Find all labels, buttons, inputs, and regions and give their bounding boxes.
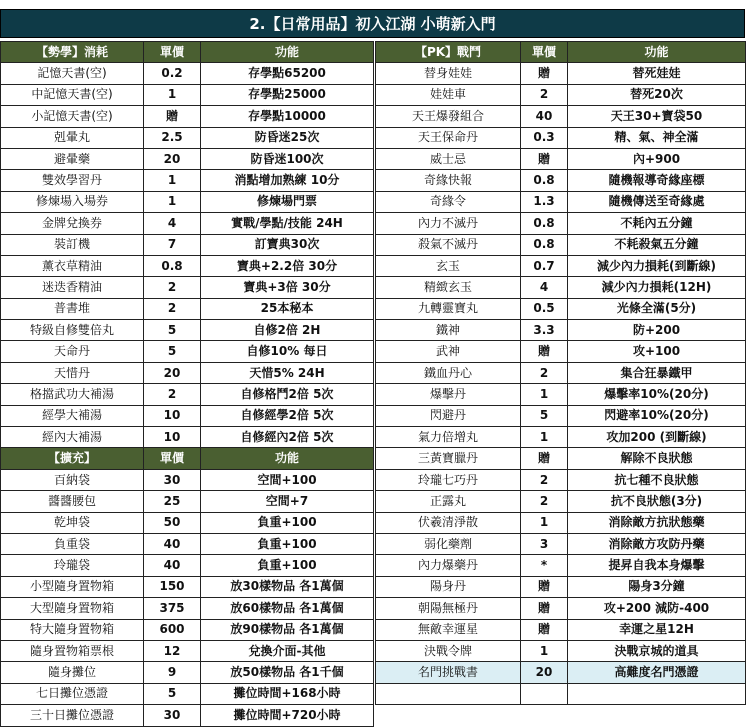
item-name-cell: 格擋武功大補湯 xyxy=(1,384,144,405)
function-cell: 訂寶典30次 xyxy=(201,234,374,255)
item-name-cell: 普書堆 xyxy=(1,298,144,319)
price-cell: 0.8 xyxy=(521,234,568,255)
right-header-row xyxy=(376,42,746,63)
price-cell: 25 xyxy=(144,491,201,512)
price-cell: 2 xyxy=(144,384,201,405)
item-name-cell: 裝訂機 xyxy=(1,234,144,255)
function-cell: 寶典+2.2倍 30分 xyxy=(201,255,374,276)
header-price: 單價 xyxy=(521,42,568,63)
table-row xyxy=(1,533,374,554)
function-cell: 負重+100 xyxy=(201,512,374,533)
price-cell: 贈 xyxy=(521,576,568,597)
price-cell: 40 xyxy=(144,555,201,576)
function-cell: 防昏迷100次 xyxy=(201,148,374,169)
price-cell: 4 xyxy=(144,213,201,234)
left-section-1-header-row xyxy=(1,448,374,469)
function-cell: 寶典+3倍 30分 xyxy=(201,277,374,298)
item-name-cell: 三十日攤位憑證 xyxy=(1,705,144,726)
item-name-cell: 醬醬腰包 xyxy=(1,491,144,512)
table-row xyxy=(376,619,746,640)
price-cell: 30 xyxy=(144,469,201,490)
item-name-cell: 九轉靈寶丸 xyxy=(376,298,521,319)
function-cell: 幸運之星12H xyxy=(568,619,746,640)
item-name-cell: 鐵血丹心 xyxy=(376,362,521,383)
price-cell: 2 xyxy=(521,469,568,490)
price-cell: 10 xyxy=(144,427,201,448)
function-cell: 減少內力損耗(到斷線) xyxy=(568,255,746,276)
function-cell: 自修經內2倍 5次 xyxy=(201,427,374,448)
item-name-cell: 內力爆藥丹 xyxy=(376,555,521,576)
item-name-cell: 特級自修雙倍丸 xyxy=(1,320,144,341)
table-row xyxy=(376,213,746,234)
price-cell: 1 xyxy=(521,427,568,448)
price-cell: 2 xyxy=(521,362,568,383)
function-cell: 內+900 xyxy=(568,148,746,169)
function-cell: 不耗殺氣五分鐘 xyxy=(568,234,746,255)
table-row xyxy=(376,84,746,105)
header-price: 單價 xyxy=(144,42,201,63)
table-row xyxy=(376,469,746,490)
table-row xyxy=(376,512,746,533)
function-cell: 抗不良狀態(3分) xyxy=(568,491,746,512)
price-cell: 2 xyxy=(144,277,201,298)
function-cell: 負重+100 xyxy=(201,555,374,576)
price-cell: 1.3 xyxy=(521,191,568,212)
item-name-cell: 避暈藥 xyxy=(1,148,144,169)
function-cell: 存學點65200 xyxy=(201,63,374,84)
item-name-cell: 大型隨身置物箱 xyxy=(1,598,144,619)
price-cell: 1 xyxy=(521,384,568,405)
table-row xyxy=(1,384,374,405)
price-cell: 40 xyxy=(144,533,201,554)
function-cell: 集合狂暴鐵甲 xyxy=(568,362,746,383)
item-name-cell: 剋暈丸 xyxy=(1,127,144,148)
table-row xyxy=(376,191,746,212)
function-cell: 消除敵方攻防丹藥 xyxy=(568,533,746,554)
table-row xyxy=(1,512,374,533)
price-cell: 150 xyxy=(144,576,201,597)
item-name-cell: 伏羲清淨散 xyxy=(376,512,521,533)
item-name-cell: 中記憶天書(空) xyxy=(1,84,144,105)
item-name-cell: 雙效學習丹 xyxy=(1,170,144,191)
function-cell: 決戰京城的道具 xyxy=(568,640,746,661)
price-cell: 贈 xyxy=(521,619,568,640)
price-cell: 375 xyxy=(144,598,201,619)
item-name-cell: 決戰令牌 xyxy=(376,640,521,661)
item-name-cell: 百納袋 xyxy=(1,469,144,490)
function-cell: 抗七種不良狀態 xyxy=(568,469,746,490)
price-cell: 1 xyxy=(521,640,568,661)
blank-cell xyxy=(376,683,521,704)
item-name-cell: 無敵幸運星 xyxy=(376,619,521,640)
table-row xyxy=(376,127,746,148)
table-row xyxy=(1,341,374,362)
price-cell: 贈 xyxy=(521,598,568,619)
price-cell: 0.7 xyxy=(521,255,568,276)
table-row xyxy=(1,555,374,576)
price-cell: 2 xyxy=(144,298,201,319)
table-row xyxy=(1,469,374,490)
table-row xyxy=(376,341,746,362)
item-name-cell: 鐵神 xyxy=(376,320,521,341)
left-section-0-header-row xyxy=(1,42,374,63)
price-cell: 0.3 xyxy=(521,127,568,148)
item-name-cell: 記憶天書(空) xyxy=(1,63,144,84)
price-cell: 0.8 xyxy=(521,213,568,234)
header-function: 功能 xyxy=(201,42,374,63)
item-name-cell: 爆擊丹 xyxy=(376,384,521,405)
table-row xyxy=(1,491,374,512)
function-cell: 攻加200 (到斷線) xyxy=(568,427,746,448)
item-name-cell: 內力不滅丹 xyxy=(376,213,521,234)
table-row xyxy=(1,576,374,597)
table-row xyxy=(1,127,374,148)
price-cell: 1 xyxy=(144,170,201,191)
table-row xyxy=(1,640,374,661)
function-cell: 陽身3分鐘 xyxy=(568,576,746,597)
function-cell: 解除不良狀態 xyxy=(568,448,746,469)
price-cell: 2.5 xyxy=(144,127,201,148)
function-cell: 攻+200 減防-400 xyxy=(568,598,746,619)
item-name-cell: 娃娃車 xyxy=(376,84,521,105)
table-row xyxy=(1,191,374,212)
table-row xyxy=(376,491,746,512)
price-cell: 5 xyxy=(144,683,201,704)
table-row xyxy=(1,84,374,105)
item-name-cell: 玲瓏袋 xyxy=(1,555,144,576)
header-price: 單價 xyxy=(144,448,201,469)
item-name-cell: 替身娃娃 xyxy=(376,63,521,84)
item-name-cell: 天王爆發組合 xyxy=(376,106,521,127)
header-function: 功能 xyxy=(568,42,746,63)
blank-cell xyxy=(568,683,746,704)
item-name-cell: 殺氣不滅丹 xyxy=(376,234,521,255)
item-name-cell: 天惜丹 xyxy=(1,362,144,383)
item-name-cell: 天命丹 xyxy=(1,341,144,362)
function-cell: 隨機傳送至奇緣處 xyxy=(568,191,746,212)
price-cell: 5 xyxy=(144,320,201,341)
function-cell: 消除敵方抗狀態藥 xyxy=(568,512,746,533)
price-cell: 10 xyxy=(144,405,201,426)
function-cell: 放90樣物品 各1萬個 xyxy=(201,619,374,640)
table-row xyxy=(1,298,374,319)
price-cell: 20 xyxy=(144,362,201,383)
table-row xyxy=(1,405,374,426)
table-row xyxy=(1,598,374,619)
function-cell: 爆擊率10%(20分) xyxy=(568,384,746,405)
price-cell: 5 xyxy=(144,341,201,362)
function-cell: 天王30+寶袋50 xyxy=(568,106,746,127)
table-row xyxy=(376,640,746,661)
item-name-cell: 天王保命丹 xyxy=(376,127,521,148)
table-row xyxy=(376,405,746,426)
item-name-cell: 奇緣令 xyxy=(376,191,521,212)
item-name-cell: 特大隨身置物箱 xyxy=(1,619,144,640)
table-row xyxy=(376,277,746,298)
price-cell: 0.8 xyxy=(144,255,201,276)
table-row xyxy=(1,362,374,383)
price-cell: 贈 xyxy=(521,63,568,84)
table-row xyxy=(376,255,746,276)
table-row xyxy=(376,362,746,383)
function-cell: 實戰/學點/技能 24H xyxy=(201,213,374,234)
item-name-cell: 正露丸 xyxy=(376,491,521,512)
function-cell: 天惜5% 24H xyxy=(201,362,374,383)
item-name-cell: 武神 xyxy=(376,341,521,362)
function-cell: 防+200 xyxy=(568,320,746,341)
function-cell: 替死20次 xyxy=(568,84,746,105)
function-cell: 攤位時間+168小時 xyxy=(201,683,374,704)
item-name-cell: 名門挑戰書 xyxy=(376,662,521,683)
item-name-cell: 朝陽無極丹 xyxy=(376,598,521,619)
header-item: 【擴充】 xyxy=(1,448,144,469)
price-cell: 贈 xyxy=(521,448,568,469)
item-name-cell: 玲瓏七巧丹 xyxy=(376,469,521,490)
price-cell: 20 xyxy=(521,662,568,683)
table-row xyxy=(376,170,746,191)
table-row xyxy=(1,148,374,169)
price-cell: 12 xyxy=(144,640,201,661)
table-row xyxy=(376,320,746,341)
function-cell: 自修2倍 2H xyxy=(201,320,374,341)
function-cell: 高難度名門憑證 xyxy=(568,662,746,683)
function-cell: 存學點10000 xyxy=(201,106,374,127)
function-cell: 自修格鬥2倍 5次 xyxy=(201,384,374,405)
function-cell: 存學點25000 xyxy=(201,84,374,105)
item-name-cell: 精緻玄玉 xyxy=(376,277,521,298)
price-cell: 2 xyxy=(521,84,568,105)
price-cell: 贈 xyxy=(521,148,568,169)
table-row xyxy=(376,448,746,469)
table-row xyxy=(1,320,374,341)
price-cell: 30 xyxy=(144,705,201,726)
item-name-cell: 閃避丹 xyxy=(376,405,521,426)
price-cell: 贈 xyxy=(144,106,201,127)
item-name-cell: 修煉場入場券 xyxy=(1,191,144,212)
price-cell: 3.3 xyxy=(521,320,568,341)
table-row xyxy=(376,63,746,84)
table-row xyxy=(1,277,374,298)
price-cell: 1 xyxy=(521,512,568,533)
table-row xyxy=(1,662,374,683)
function-cell: 替死娃娃 xyxy=(568,63,746,84)
table-row xyxy=(376,662,746,683)
price-cell: 贈 xyxy=(521,341,568,362)
function-cell: 光條全滿(5分) xyxy=(568,298,746,319)
table-row xyxy=(1,170,374,191)
table-row xyxy=(376,106,746,127)
table-row xyxy=(1,255,374,276)
item-name-cell: 弱化藥劑 xyxy=(376,533,521,554)
item-name-cell: 經學大補湯 xyxy=(1,405,144,426)
item-name-cell: 三黃寶臘丹 xyxy=(376,448,521,469)
price-cell: 5 xyxy=(521,405,568,426)
item-name-cell: 氣力倍增丸 xyxy=(376,427,521,448)
item-name-cell: 小型隨身置物箱 xyxy=(1,576,144,597)
item-name-cell: 隨身置物箱票根 xyxy=(1,640,144,661)
function-cell: 防昏迷25次 xyxy=(201,127,374,148)
function-cell: 空間+7 xyxy=(201,491,374,512)
price-cell: 40 xyxy=(521,106,568,127)
price-cell: 1 xyxy=(144,191,201,212)
price-cell: * xyxy=(521,555,568,576)
item-name-cell: 薰衣草精油 xyxy=(1,255,144,276)
price-cell: 4 xyxy=(521,277,568,298)
item-name-cell: 金牌兌換券 xyxy=(1,213,144,234)
table-row xyxy=(376,148,746,169)
function-cell: 攤位時間+720小時 xyxy=(201,705,374,726)
function-cell: 自修10% 每日 xyxy=(201,341,374,362)
item-name-cell: 負重袋 xyxy=(1,533,144,554)
table-row xyxy=(1,683,374,704)
price-cell: 600 xyxy=(144,619,201,640)
function-cell: 自修經學2倍 5次 xyxy=(201,405,374,426)
price-cell: 2 xyxy=(521,491,568,512)
blank-row xyxy=(376,683,746,704)
table-row xyxy=(1,619,374,640)
price-cell: 0.8 xyxy=(521,170,568,191)
item-name-cell: 小記憶天書(空) xyxy=(1,106,144,127)
item-name-cell: 七日攤位憑證 xyxy=(1,683,144,704)
function-cell: 消點增加熟練 10分 xyxy=(201,170,374,191)
function-cell: 兌換介面-其他 xyxy=(201,640,374,661)
item-name-cell: 玄玉 xyxy=(376,255,521,276)
function-cell: 空間+100 xyxy=(201,469,374,490)
table-row xyxy=(376,298,746,319)
price-cell: 0.5 xyxy=(521,298,568,319)
blank-cell xyxy=(521,683,568,704)
item-name-cell: 迷迭香精油 xyxy=(1,277,144,298)
table-row xyxy=(376,598,746,619)
function-cell: 25本秘本 xyxy=(201,298,374,319)
sheet-title: 2.【日常用品】初入江湖 小萌新入門 xyxy=(0,9,745,38)
price-cell: 20 xyxy=(144,148,201,169)
table-row xyxy=(1,234,374,255)
left-table xyxy=(0,41,374,727)
table-row xyxy=(1,63,374,84)
price-cell: 1 xyxy=(144,84,201,105)
function-cell: 減少內力損耗(12H) xyxy=(568,277,746,298)
price-cell: 9 xyxy=(144,662,201,683)
item-name-cell: 奇緣快報 xyxy=(376,170,521,191)
table-row xyxy=(376,427,746,448)
table-row xyxy=(376,576,746,597)
table-row xyxy=(1,213,374,234)
function-cell: 放50樣物品 各1千個 xyxy=(201,662,374,683)
table-row xyxy=(1,705,374,726)
table-row xyxy=(376,234,746,255)
table-row xyxy=(1,427,374,448)
price-cell: 0.2 xyxy=(144,63,201,84)
table-row xyxy=(1,106,374,127)
item-name-cell: 經內大補湯 xyxy=(1,427,144,448)
function-cell: 隨機報導奇緣座標 xyxy=(568,170,746,191)
header-function: 功能 xyxy=(201,448,374,469)
function-cell: 精、氣、神全滿 xyxy=(568,127,746,148)
function-cell: 不耗內五分鐘 xyxy=(568,213,746,234)
item-name-cell: 乾坤袋 xyxy=(1,512,144,533)
table-row xyxy=(376,533,746,554)
price-cell: 3 xyxy=(521,533,568,554)
header-item: 【勢學】消耗 xyxy=(1,42,144,63)
right-table xyxy=(375,41,746,705)
table-row xyxy=(376,555,746,576)
header-item: 【PK】戰鬥 xyxy=(376,42,521,63)
function-cell: 閃避率10%(20分) xyxy=(568,405,746,426)
function-cell: 放30樣物品 各1萬個 xyxy=(201,576,374,597)
function-cell: 放60樣物品 各1萬個 xyxy=(201,598,374,619)
function-cell: 攻+100 xyxy=(568,341,746,362)
item-name-cell: 威士忌 xyxy=(376,148,521,169)
item-name-cell: 陽身丹 xyxy=(376,576,521,597)
item-name-cell: 隨身攤位 xyxy=(1,662,144,683)
table-row xyxy=(376,384,746,405)
price-cell: 7 xyxy=(144,234,201,255)
function-cell: 負重+100 xyxy=(201,533,374,554)
function-cell: 提昇自我本身爆擊 xyxy=(568,555,746,576)
function-cell: 修煉場門票 xyxy=(201,191,374,212)
price-cell: 50 xyxy=(144,512,201,533)
